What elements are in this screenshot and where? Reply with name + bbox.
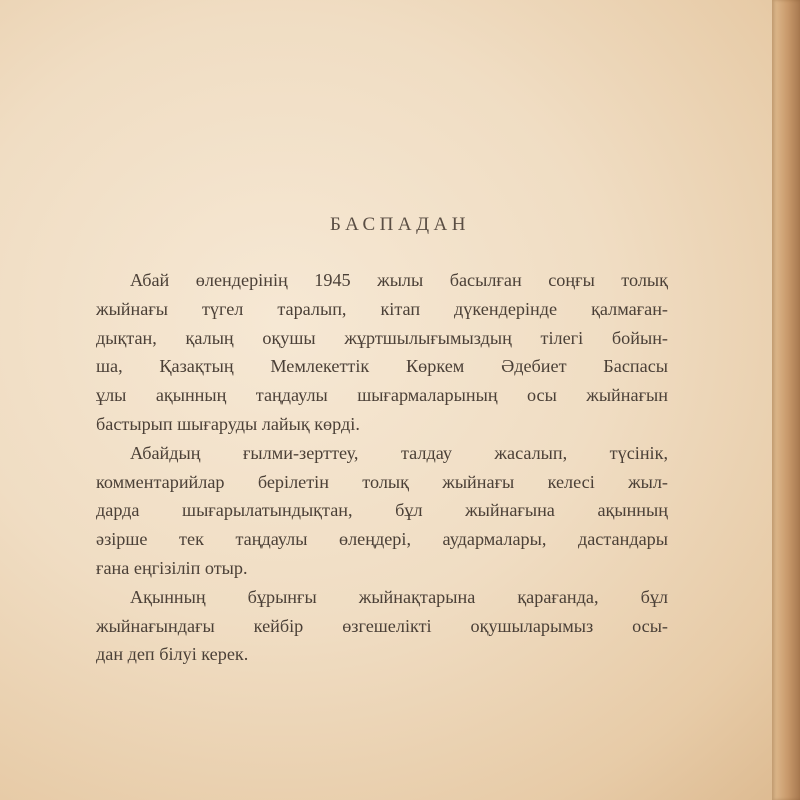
text-line: дықтан, қалың оқушы жұртшылығымыздың тілегі бойын- xyxy=(96,327,668,348)
body-text xyxy=(96,266,668,669)
text-line: жыйнағы түгел таралып, кітап дүкендерінде қалмаған- xyxy=(96,298,668,319)
text-line: Абай өлендерінің 1945 жылы басылған соңғы толық xyxy=(130,270,668,290)
text-line: Абайдың ғылми-зерттеу, талдау жасалып, түсінік, xyxy=(130,442,668,463)
paragraph-3 xyxy=(96,583,668,669)
text-line: жыйнағындағы кейбір өзгешелікті оқушыларымыз осы- xyxy=(96,615,668,636)
text-line: әзірше тек таңдаулы өлеңдері, аудармалары, дастандары xyxy=(96,529,668,550)
paragraph-1 xyxy=(96,266,668,439)
page-heading: БАСПАДАН xyxy=(330,214,470,235)
text-line: ша, Қазақтың Мемлекеттік Көркем Әдебиет Баспасы xyxy=(96,356,668,377)
paragraph-2 xyxy=(96,439,668,583)
text-line: бастырып шығаруды лайық көрді. xyxy=(96,413,360,434)
text-line: комментарийлар берілетін толық жыйнағы келесі жыл- xyxy=(96,471,668,492)
text-line: ұлы ақынның таңдаулы шығармаларының осы жыйнағын xyxy=(96,385,668,406)
text-line: Ақынның бұрынғы жыйнақтарына қарағанда, бұл xyxy=(130,586,668,607)
text-line: ғана еңгізіліп отыр. xyxy=(96,557,248,578)
text-line: дарда шығарылатындықтан, бұл жыйнағына ақынның xyxy=(96,500,668,521)
book-page-edge xyxy=(772,0,800,800)
text-line: дан деп білуі керек. xyxy=(96,644,249,665)
